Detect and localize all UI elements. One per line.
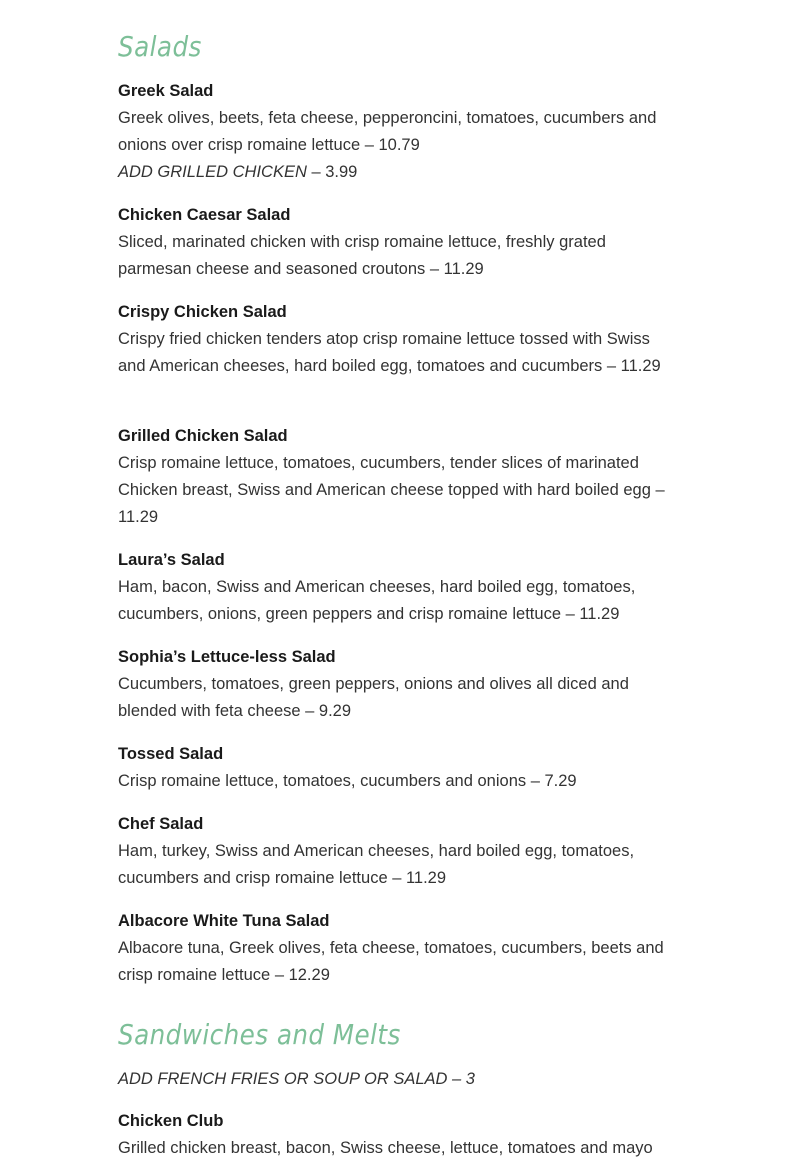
menu-item-chicken-club [118,1108,678,1162]
sandwiches-addon-note: ADD FRENCH FRIES OR SOUP OR SALAD – 3 [118,1070,475,1088]
item-description: Ham, bacon, Swiss and American cheeses, hard boiled egg, tomatoes, cucumbers, onions, green peppers and crisp romaine lettuce – 11.29 [118,578,636,623]
item-description: Albacore tuna, Greek olives, feta cheese, tomatoes, cucumbers, beets and crisp romaine lettuce – 12.29 [118,939,664,984]
addon-price: – 3.99 [306,163,358,181]
menu-item-tossed-salad [118,741,678,795]
menu-item-grilled-chicken-salad [118,423,678,531]
item-name: Grilled Chicken Salad [118,427,288,445]
addon-label: ADD GRILLED CHICKEN [118,163,307,181]
menu-item-albacore-white-tuna-salad [118,908,678,989]
item-description: Greek olives, beets, feta cheese, pepperoncini, tomatoes, cucumbers and onions over crisp romaine lettuce – 10.79 [118,109,657,154]
item-name: Chicken Caesar Salad [118,206,291,224]
item-description: Sliced, marinated chicken with crisp romaine lettuce, freshly grated parmesan cheese and seasoned croutons – 11.29 [118,233,606,278]
menu-item-lauras-salad [118,547,678,628]
section-title-salads: Salads [118,30,202,63]
item-description: Cucumbers, tomatoes, green peppers, onions and olives all diced and blended with feta cheese – 9.29 [118,675,629,720]
item-description: Crisp romaine lettuce, tomatoes, cucumbers and onions – 7.29 [118,772,577,790]
section-title-sandwiches: Sandwiches and Melts [118,1018,401,1051]
item-name: Laura’s Salad [118,551,225,569]
item-name: Albacore White Tuna Salad [118,912,330,930]
menu-item-chicken-caesar-salad [118,202,678,283]
item-description: Crispy fried chicken tenders atop crisp romaine lettuce tossed with Swiss and American cheeses, hard boiled egg, tomatoes and cucumbers – 11.29 [118,330,661,375]
item-name: Tossed Salad [118,745,224,763]
item-description: Ham, turkey, Swiss and American cheeses, hard boiled egg, tomatoes, cucumbers and crisp romaine lettuce – 11.29 [118,842,635,887]
item-addon [118,159,678,186]
menu-item-greek-salad [118,78,678,186]
item-description: Grilled chicken breast, bacon, Swiss cheese, lettuce, tomatoes and mayo [118,1139,653,1157]
item-name: Chicken Club [118,1112,224,1130]
item-name: Crispy Chicken Salad [118,303,287,321]
menu-item-crispy-chicken-salad [118,299,678,380]
menu-item-sophias-lettuce-less-salad [118,644,678,725]
menu-item-chef-salad [118,811,678,892]
item-description: Crisp romaine lettuce, tomatoes, cucumbers, tender slices of marinated Chicken breast, Swiss and American cheese topped with hard boiled egg – 11.29 [118,454,665,526]
item-name: Greek Salad [118,82,214,100]
item-name: Sophia’s Lettuce-less Salad [118,648,336,666]
item-name: Chef Salad [118,815,204,833]
